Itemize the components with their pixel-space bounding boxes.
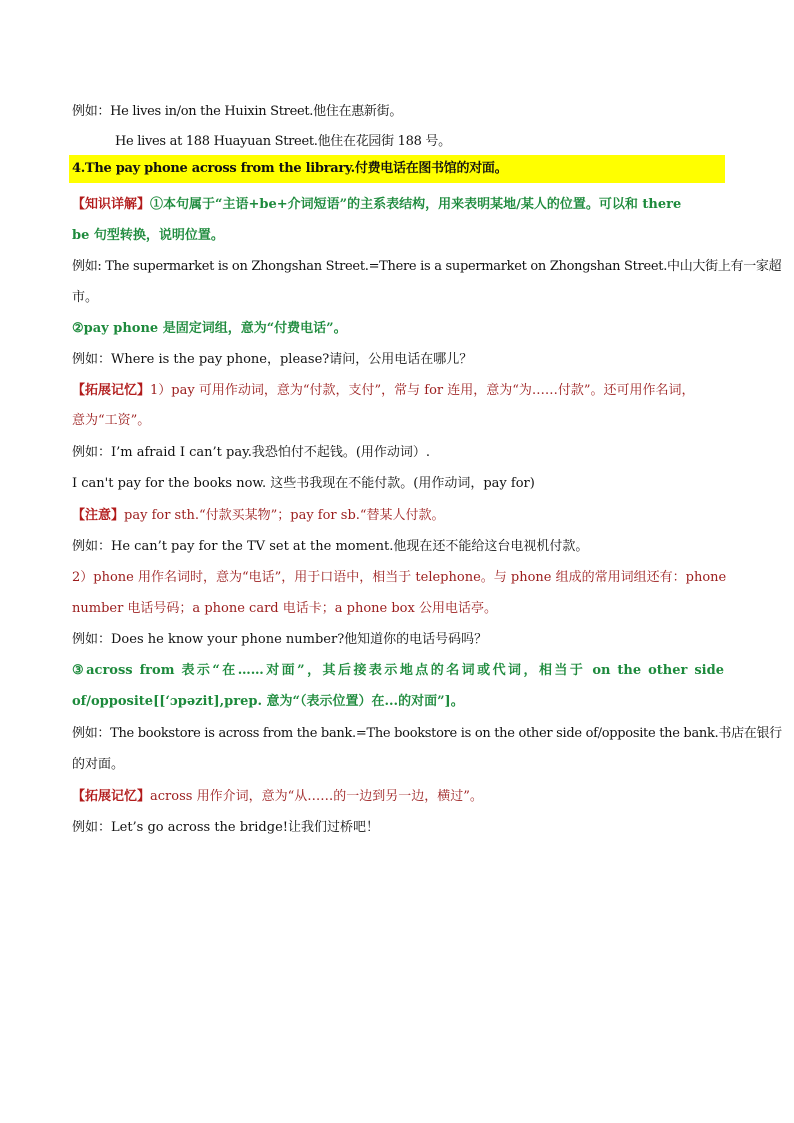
example-line: 例如：I’m afraid I can’t pay.我恐怕付不起钱。(用作动词）. <box>72 445 431 460</box>
extension-memory-tag: 【拓展记忆】 <box>72 383 151 398</box>
extension-memory-text: 1）pay 可用作动词，意为“付款，支付”，常与 for 连用，意为“为……付款”。还可用作名词， <box>150 383 695 398</box>
example-line: 例如：He can’t pay for the TV set at the moment.他现在还不能给这台电视机付款。 <box>72 539 589 554</box>
example-line: 例如：The bookstore is across from the bank.=The bookstore is on the other side of/opposite the bank.书店在银行 <box>72 726 782 741</box>
knowledge-detail-line <box>72 196 724 214</box>
example-line: He lives at 188 Huayuan Street.他住在花园街 188 号。 <box>115 134 451 149</box>
note-line <box>72 507 724 525</box>
note-tag: 【注意】 <box>72 508 125 523</box>
example-line-continued: 市。 <box>72 290 99 305</box>
example-line: 例如：Let’s go across the bridge!让我们过桥吧！ <box>72 820 379 835</box>
extension-memory-tag: 【拓展记忆】 <box>72 789 151 804</box>
extension-point-2-continued: number 电话号码；a phone card 电话卡；a phone box 公用电话亭。 <box>72 601 497 616</box>
knowledge-point-3: ③across from 表示“在……对面”，其后接表示地点的名词或代词，相当于 on the other side <box>72 663 724 678</box>
extension-memory-text: across 用作介词，意为“从……的一边到另一边，横过”。 <box>150 789 483 804</box>
knowledge-detail-text: ①本句属于“主语+be+介词短语”的主系表结构，用来表明某地/某人的位置。可以和 there <box>150 197 682 212</box>
extension-memory-line <box>72 788 724 806</box>
extension-memory-continued: 意为“工资”。 <box>72 413 151 428</box>
knowledge-detail-continued: be 句型转换，说明位置。 <box>72 228 224 243</box>
example-line-continued: 的对面。 <box>72 757 125 772</box>
extension-memory-line <box>72 382 724 400</box>
knowledge-point-2: ②pay phone 是固定词组，意为“付费电话”。 <box>72 321 347 336</box>
extension-point-2: 2）phone 用作名词时，意为“电话”，用于口语中，相当于 telephone。与 phone 组成的常用词组还有：phone <box>72 570 727 585</box>
example-line: I can't pay for the books now. 这些书我现在不能付款。(用作动词，pay for) <box>72 476 535 491</box>
example-line: 例如：Does he know your phone number?他知道你的电话号码吗？ <box>72 632 488 647</box>
knowledge-point-3-continued: of/opposite[[‘ɔpəzit],prep. 意为“（表示位置）在...的对面”]。 <box>72 694 464 709</box>
example-line: 例如：He lives in/on the Huixin Street.他住在惠新街。 <box>72 104 403 119</box>
section-heading: 4.The pay phone across from the library.付费电话在图书馆的对面。 <box>72 161 508 176</box>
knowledge-detail-tag: 【知识详解】 <box>72 197 151 212</box>
example-line: 例如: The supermarket is on Zhongshan Street.=There is a supermarket on Zhongshan Street.中山大街上有一家超 <box>72 259 782 274</box>
note-text: pay for sth.“付款买某物”；pay for sb.“替某人付款。 <box>124 508 445 523</box>
example-line: 例如：Where is the pay phone，please?请问，公用电话在哪儿？ <box>72 352 473 367</box>
